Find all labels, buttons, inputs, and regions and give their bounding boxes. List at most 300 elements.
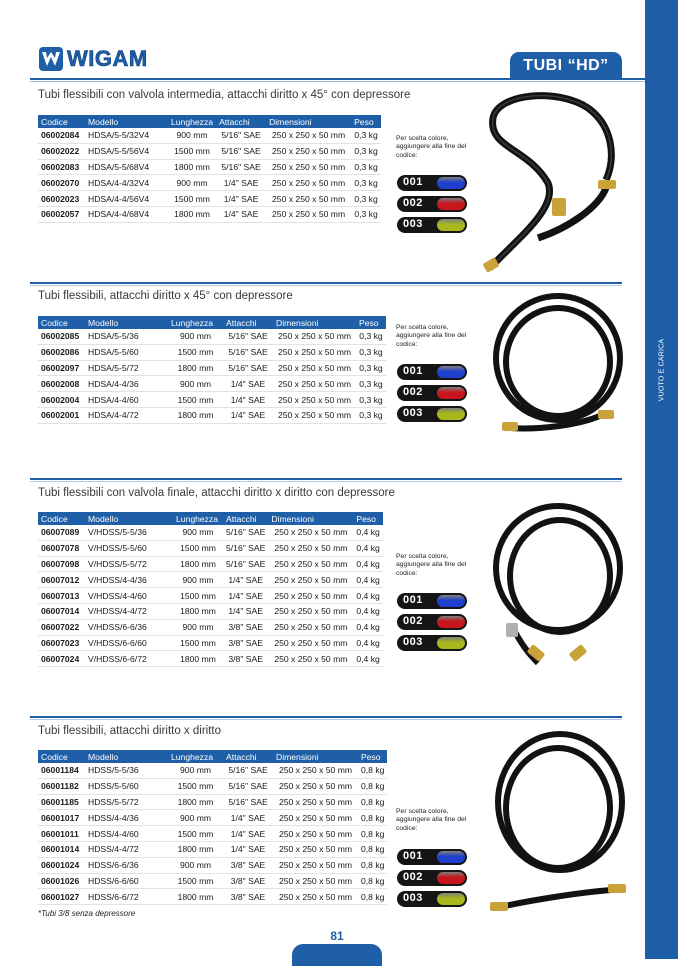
cell-dimensions: 250 x 250 x 50 mm [268,603,353,619]
col-dimensioni: Dimensioni [273,750,358,763]
footnote: *Tubi 3/8 senza depressore [38,909,136,918]
hose-image-4 [482,722,632,917]
cell-code: 06002057 [38,206,85,222]
cell-fitting: 3/8" SAE [223,651,268,667]
cell-weight: 0,8 kg [358,778,387,794]
product-table-1 [38,115,381,223]
cell-weight: 0,3 kg [356,360,386,376]
table-row [38,873,387,889]
color-code-pill [397,635,467,651]
table-header [38,512,383,525]
cell-fitting: 3/8" SAE [223,619,268,635]
cell-weight: 0,3 kg [356,376,386,392]
sidebar-label: VUOTO E CARICA [658,338,666,402]
hose-image-1 [478,88,628,276]
cell-model: HDSA/4-4/56V4 [85,191,168,207]
section-divider-2 [30,282,622,284]
table-row [38,540,383,556]
cell-code: 06001184 [38,763,85,778]
cell-dimensions: 250 x 250 x 50 mm [266,206,351,222]
col-codice: Codice [38,316,85,329]
table-row [38,810,387,826]
cell-dimensions: 250 x 250 x 50 mm [266,191,351,207]
cell-fitting: 1/4" SAE [223,407,273,423]
col-lunghezza: Lunghezza [168,316,223,329]
col-codice: Codice [38,115,85,128]
cell-length: 900 mm [168,857,223,873]
cell-fitting: 1/4" SAE [223,841,273,857]
cell-length: 1500 mm [173,588,223,604]
color-codes-1 [397,175,469,238]
color-code-number: 003 [403,892,423,904]
table-header [38,115,381,128]
cell-fitting: 5/16" SAE [223,344,273,360]
cell-weight: 0,4 kg [353,525,382,540]
cell-length: 1800 mm [168,159,216,175]
table-row [38,191,381,207]
cell-weight: 0,8 kg [358,873,387,889]
product-table-4 [38,750,387,905]
cell-length: 1500 mm [168,873,223,889]
table-row [38,525,383,540]
cell-model: V/HDSS/6-6/60 [85,635,173,651]
cell-fitting: 3/8" SAE [223,857,273,873]
col-dimensioni: Dimensioni [273,316,356,329]
col-peso: Peso [353,512,382,525]
table-row [38,857,387,873]
table-row [38,143,381,159]
table-row [38,588,383,604]
cell-dimensions: 250 x 250 x 50 mm [266,143,351,159]
color-code-number: 003 [403,407,423,419]
col-modello: Modello [85,316,168,329]
cell-length: 1500 mm [173,540,223,556]
color-code-pill [397,364,467,380]
color-codes-2 [397,364,469,427]
cell-length: 1500 mm [168,143,216,159]
cell-length: 1500 mm [168,392,223,408]
col-codice: Codice [38,750,85,763]
table-row [38,763,387,778]
cell-dimensions: 250 x 250 x 50 mm [273,794,358,810]
cell-model: HDSA/4-4/72 [85,407,168,423]
cell-dimensions: 250 x 250 x 50 mm [273,329,356,344]
cell-code: 06007078 [38,540,85,556]
cell-dimensions: 250 x 250 x 50 mm [273,841,358,857]
section-divider-4-thin [30,719,622,720]
cell-dimensions: 250 x 250 x 50 mm [273,873,358,889]
side-band [645,0,678,959]
color-code-pill [397,196,467,212]
table-row [38,128,381,143]
cell-fitting: 5/16" SAE [223,525,268,540]
cell-fitting: 1/4" SAE [223,826,273,842]
col-lunghezza: Lunghezza [173,512,223,525]
wigam-logo-icon [38,46,64,72]
cell-dimensions: 250 x 250 x 50 mm [268,525,353,540]
color-swatch-icon [437,616,465,628]
cell-fitting: 5/16" SAE [216,128,266,143]
cell-code: 06001026 [38,873,85,889]
cell-model: V/HDSS/6-6/36 [85,619,173,635]
cell-weight: 0,3 kg [356,329,386,344]
cell-code: 06001014 [38,841,85,857]
cell-length: 1800 mm [173,603,223,619]
color-swatch-icon [437,366,465,378]
cell-code: 06001185 [38,794,85,810]
cell-code: 06007023 [38,635,85,651]
cell-weight: 0,3 kg [356,392,386,408]
cell-model: HDSA/5-5/68V4 [85,159,168,175]
cell-model: HDSA/4-4/60 [85,392,168,408]
hose-image-2 [480,290,630,440]
table-row [38,651,383,667]
cell-fitting: 1/4" SAE [223,810,273,826]
color-swatch-icon [437,637,465,649]
cell-length: 900 mm [168,810,223,826]
page-title: TUBI “HD” [510,52,622,80]
table-row [38,794,387,810]
table-row [38,392,386,408]
cell-fitting: 1/4" SAE [223,376,273,392]
cell-length: 1800 mm [168,407,223,423]
cell-code: 06007022 [38,619,85,635]
cell-weight: 0,3 kg [351,175,381,191]
cell-code: 06001017 [38,810,85,826]
cell-weight: 0,3 kg [356,344,386,360]
color-code-pill [397,385,467,401]
brand-logo [38,45,148,73]
cell-length: 900 mm [168,329,223,344]
table-row [38,841,387,857]
table-header [38,750,387,763]
color-code-number: 002 [403,871,423,883]
cell-dimensions: 250 x 250 x 50 mm [268,651,353,667]
color-note-4: Per scelta colore, aggiungere alla fine del codice: [396,808,467,832]
cell-fitting: 5/16" SAE [216,143,266,159]
col-lunghezza: Lunghezza [168,115,216,128]
cell-dimensions: 250 x 250 x 50 mm [268,572,353,588]
cell-model: V/HDSS/6-6/72 [85,651,173,667]
cell-fitting: 3/8" SAE [223,873,273,889]
cell-fitting: 1/4" SAE [216,191,266,207]
cell-model: HDSA/5-5/60 [85,344,168,360]
col-peso: Peso [356,316,386,329]
col-modello: Modello [85,115,168,128]
cell-dimensions: 250 x 250 x 50 mm [268,540,353,556]
cell-code: 06002083 [38,159,85,175]
cell-weight: 0,3 kg [351,191,381,207]
table-row [38,360,386,376]
cell-dimensions: 250 x 250 x 50 mm [266,128,351,143]
col-attacchi: Attacchi [223,750,273,763]
table-row [38,376,386,392]
cell-code: 06002085 [38,329,85,344]
section-title-1: Tubi flessibili con valvola intermedia, attacchi diritto x 45° con depressore [38,89,411,101]
cell-fitting: 5/16" SAE [223,794,273,810]
cell-dimensions: 250 x 250 x 50 mm [268,588,353,604]
cell-model: HDSS/5-5/60 [85,778,168,794]
cell-code: 06001011 [38,826,85,842]
cell-weight: 0,8 kg [358,826,387,842]
col-codice: Codice [38,512,85,525]
cell-fitting: 5/16" SAE [223,778,273,794]
page-number: 81 [330,929,344,943]
cell-dimensions: 250 x 250 x 50 mm [268,635,353,651]
section-divider-2-thin [30,285,622,286]
col-attacchi: Attacchi [223,512,268,525]
color-swatch-icon [437,198,465,210]
cell-weight: 0,8 kg [358,810,387,826]
cell-weight: 0,3 kg [356,407,386,423]
table-row [38,778,387,794]
color-note-1: Per scelta colore, aggiungere alla fine del codice: [396,135,467,159]
cell-dimensions: 250 x 250 x 50 mm [266,175,351,191]
col-peso: Peso [358,750,387,763]
cell-fitting: 1/4" SAE [223,603,268,619]
cell-length: 900 mm [168,128,216,143]
section-title-2: Tubi flessibili, attacchi diritto x 45° con depressore [38,290,293,302]
cell-weight: 0,8 kg [358,857,387,873]
table-row [38,556,383,572]
cell-fitting: 1/4" SAE [216,206,266,222]
cell-code: 06002086 [38,344,85,360]
cell-dimensions: 250 x 250 x 50 mm [273,376,356,392]
cell-fitting: 5/16" SAE [223,556,268,572]
cell-model: HDSS/4-4/72 [85,841,168,857]
header-divider-thin [30,81,645,82]
cell-code: 06002001 [38,407,85,423]
cell-weight: 0,4 kg [353,635,382,651]
cell-fitting: 1/4" SAE [223,572,268,588]
cell-model: V/HDSS/5-5/72 [85,556,173,572]
product-table-2 [38,316,386,424]
cell-weight: 0,8 kg [358,889,387,905]
cell-dimensions: 250 x 250 x 50 mm [273,360,356,376]
product-table-3 [38,512,383,667]
cell-weight: 0,3 kg [351,143,381,159]
color-note-3: Per scelta colore, aggiungere alla fine del codice: [396,553,467,577]
color-swatch-icon [437,408,465,420]
cell-length: 1800 mm [168,889,223,905]
cell-model: HDSS/4-4/36 [85,810,168,826]
cell-weight: 0,8 kg [358,763,387,778]
cell-code: 06002008 [38,376,85,392]
section-title-3: Tubi flessibili con valvola finale, attacchi diritto x diritto con depressore [38,487,395,499]
cell-weight: 0,3 kg [351,206,381,222]
cell-code: 06002084 [38,128,85,143]
cell-model: V/HDSS/5-5/36 [85,525,173,540]
cell-code: 06001182 [38,778,85,794]
cell-model: HDSS/5-5/72 [85,794,168,810]
cell-fitting: 5/16" SAE [223,540,268,556]
cell-dimensions: 250 x 250 x 50 mm [273,778,358,794]
cell-model: HDSA/5-5/36 [85,329,168,344]
cell-fitting: 5/16" SAE [216,159,266,175]
cell-weight: 0,4 kg [353,588,382,604]
table-row [38,635,383,651]
cell-code: 06002070 [38,175,85,191]
color-swatch-icon [437,177,465,189]
table-row [38,407,386,423]
col-modello: Modello [85,750,168,763]
color-swatch-icon [437,872,465,884]
cell-model: HDSA/4-4/68V4 [85,206,168,222]
cell-length: 900 mm [173,525,223,540]
cell-model: HDSA/5-5/32V4 [85,128,168,143]
table-row [38,329,386,344]
cell-length: 1500 mm [168,826,223,842]
cell-model: HDSA/4-4/32V4 [85,175,168,191]
color-code-pill [397,217,467,233]
table-row [38,344,386,360]
cell-fitting: 1/4" SAE [216,175,266,191]
cell-length: 1800 mm [168,360,223,376]
cell-model: V/HDSS/4-4/36 [85,572,173,588]
header-divider [30,78,645,80]
cell-dimensions: 250 x 250 x 50 mm [273,407,356,423]
cell-fitting: 3/8" SAE [223,889,273,905]
col-attacchi: Attacchi [223,316,273,329]
cell-code: 06001027 [38,889,85,905]
color-code-pill [397,614,467,630]
color-swatch-icon [437,893,465,905]
cell-model: HDSS/6-6/36 [85,857,168,873]
section-title-4: Tubi flessibili, attacchi diritto x diritto [38,725,222,737]
table-row [38,889,387,905]
cell-code: 06002097 [38,360,85,376]
table-row [38,159,381,175]
cell-model: HDSA/4-4/36 [85,376,168,392]
table-header [38,316,386,329]
cell-length: 900 mm [168,175,216,191]
cell-model: V/HDSS/4-4/60 [85,588,173,604]
col-modello: Modello [85,512,173,525]
cell-dimensions: 250 x 250 x 50 mm [266,159,351,175]
cell-weight: 0,3 kg [351,159,381,175]
table-row [38,826,387,842]
color-code-pill [397,593,467,609]
cell-fitting: 5/16" SAE [223,763,273,778]
col-peso: Peso [351,115,381,128]
cell-fitting: 3/8" SAE [223,635,268,651]
color-swatch-icon [437,595,465,607]
cell-code: 06001024 [38,857,85,873]
cell-weight: 0,3 kg [351,128,381,143]
color-note-2: Per scelta colore, aggiungere alla fine del codice: [396,324,467,348]
hose-image-3 [478,498,628,673]
cell-code: 06007024 [38,651,85,667]
cell-model: HDSS/4-4/60 [85,826,168,842]
color-code-pill [397,849,467,865]
cell-fitting: 5/16" SAE [223,329,273,344]
table-row [38,206,381,222]
color-code-number: 001 [403,594,423,606]
cell-fitting: 5/16" SAE [223,360,273,376]
color-code-pill [397,870,467,886]
color-code-pill [397,891,467,907]
cell-weight: 0,4 kg [353,619,382,635]
cell-fitting: 1/4" SAE [223,392,273,408]
cell-dimensions: 250 x 250 x 50 mm [268,619,353,635]
color-swatch-icon [437,219,465,231]
color-code-number: 002 [403,615,423,627]
color-codes-3 [397,593,469,656]
color-codes-4 [397,849,469,912]
cell-length: 1500 mm [168,778,223,794]
cell-code: 06007014 [38,603,85,619]
table-row [38,619,383,635]
section-divider-3-thin [30,481,622,482]
cell-dimensions: 250 x 250 x 50 mm [273,392,356,408]
cell-model: HDSA/5-5/56V4 [85,143,168,159]
cell-model: HDSS/6-6/72 [85,889,168,905]
color-code-pill [397,175,467,191]
color-code-pill [397,406,467,422]
table-row [38,175,381,191]
color-swatch-icon [437,387,465,399]
cell-code: 06002022 [38,143,85,159]
cell-length: 1500 mm [173,635,223,651]
cell-dimensions: 250 x 250 x 50 mm [273,826,358,842]
cell-code: 06002004 [38,392,85,408]
col-lunghezza: Lunghezza [168,750,223,763]
cell-length: 900 mm [173,572,223,588]
cell-model: V/HDSS/5-5/60 [85,540,173,556]
cell-model: HDSS/5-5/36 [85,763,168,778]
cell-dimensions: 250 x 250 x 50 mm [273,889,358,905]
col-dimensioni: Dimensioni [266,115,351,128]
cell-model: V/HDSS/4-4/72 [85,603,173,619]
cell-weight: 0,4 kg [353,572,382,588]
col-dimensioni: Dimensioni [268,512,353,525]
color-code-number: 003 [403,218,423,230]
color-code-number: 002 [403,197,423,209]
cell-dimensions: 250 x 250 x 50 mm [273,857,358,873]
color-code-number: 001 [403,850,423,862]
cell-weight: 0,4 kg [353,651,382,667]
cell-dimensions: 250 x 250 x 50 mm [268,556,353,572]
section-divider-4 [30,716,622,718]
cell-length: 1500 mm [168,191,216,207]
cell-dimensions: 250 x 250 x 50 mm [273,810,358,826]
cell-length: 1800 mm [173,651,223,667]
cell-length: 1800 mm [168,794,223,810]
table-row [38,603,383,619]
cell-code: 06007012 [38,572,85,588]
cell-weight: 0,8 kg [358,841,387,857]
color-code-number: 001 [403,176,423,188]
cell-weight: 0,4 kg [353,556,382,572]
cell-length: 900 mm [168,763,223,778]
cell-length: 1800 mm [168,206,216,222]
color-code-number: 002 [403,386,423,398]
brand-name: WIGAM [67,46,148,71]
cell-length: 1800 mm [173,556,223,572]
cell-model: HDSS/6-6/60 [85,873,168,889]
color-swatch-icon [437,851,465,863]
cell-code: 06007013 [38,588,85,604]
color-code-number: 003 [403,636,423,648]
cell-dimensions: 250 x 250 x 50 mm [273,344,356,360]
cell-length: 900 mm [173,619,223,635]
col-attacchi: Attacchi [216,115,266,128]
cell-weight: 0,4 kg [353,603,382,619]
cell-model: HDSA/5-5/72 [85,360,168,376]
cell-code: 06002023 [38,191,85,207]
cell-code: 06007098 [38,556,85,572]
cell-length: 1500 mm [168,344,223,360]
